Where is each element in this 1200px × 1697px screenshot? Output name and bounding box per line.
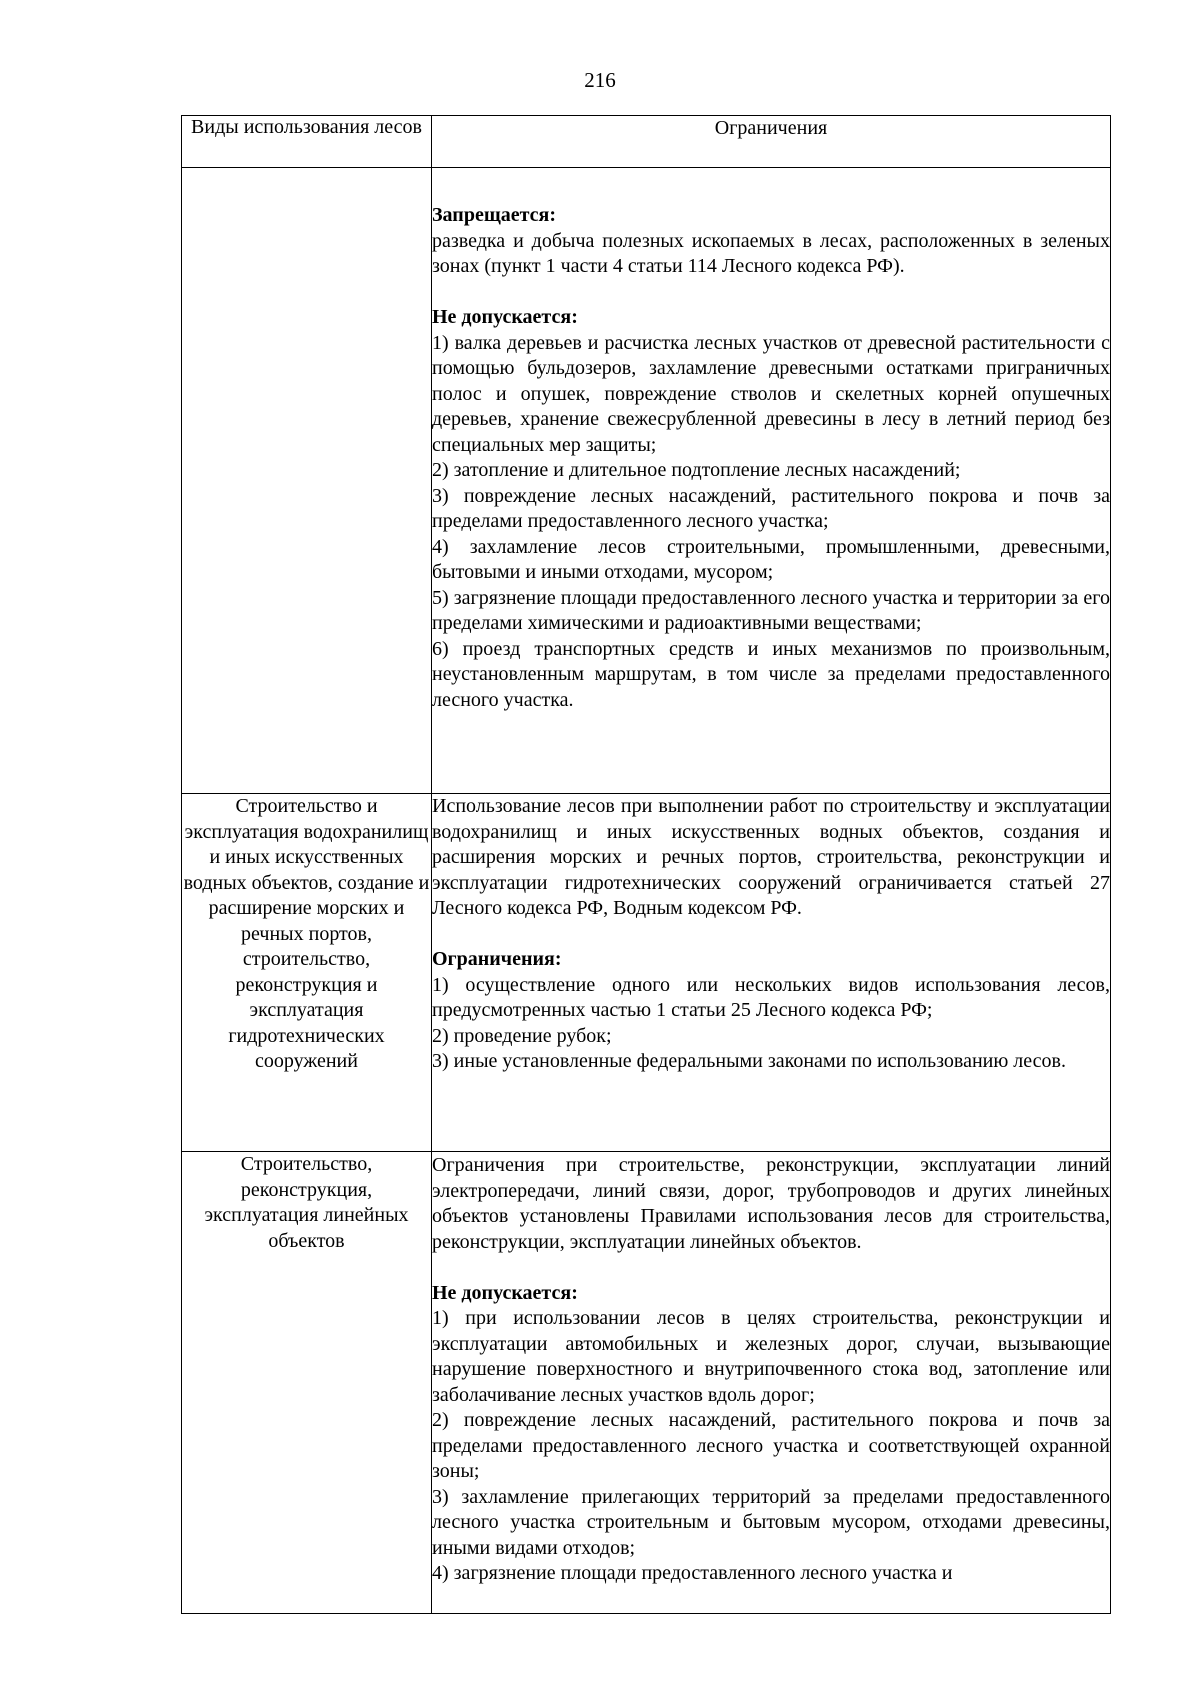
header-use-types: Виды использования лесов <box>182 116 432 168</box>
restriction-item: разведка и добыча полезных ископаемых в лесах, расположенных в зеленых зонах (пункт 1 части 4 статьи 114 Лесного кодекса РФ). <box>432 229 1110 277</box>
restriction-item: 4) загрязнение площади предоставленного лесного участка и <box>432 1562 953 1584</box>
table-row <box>182 794 1111 1152</box>
restriction-item: 4) захламление лесов строительными, промышленными, древесными, бытовыми и иными отходами, мусором; <box>432 535 1110 583</box>
use-type-cell: Строительство и эксплуатация водохранилищ и иных искусственных водных объектов, создание и расширение морских и речных портов, строительство, реконструкция и эксплуатация гидротехнических сооружений <box>182 794 432 1152</box>
table-row <box>182 168 1111 794</box>
restriction-item: 1) при использовании лесов в целях строительства, реконструкции и эксплуатации автомобильных и железных дорог, случаи, вызывающие нарушение поверхностного и внутрипочвенного стока вод, затопление или заболачивание лесных участков вдоль дорог; <box>432 1307 1110 1406</box>
restriction-item: 6) проезд транспортных средств и иных механизмов по произвольным, неустановленным маршрутам, в том числе за пределами предоставленного лесного участка. <box>432 637 1110 711</box>
intro-text: Ограничения при строительстве, реконструкции, эксплуатации линий электропередачи, линий связи, дорог, трубопроводов и других линейных объектов установлены Правилами использования лесов для строительства, реконструкции, эксплуатации линейных объектов. <box>432 1154 1110 1253</box>
restriction-item: 3) захламление прилегающих территорий за пределами предоставленного лесного участка строительным и бытовым мусором, отходами древесины, иными видами отходов; <box>432 1485 1110 1559</box>
restriction-item: 3) повреждение лесных насаждений, растительного покрова и почв за пределами предоставленного лесного участка; <box>432 484 1110 532</box>
restriction-item: 1) валка деревьев и расчистка лесных участков от древесной растительности с помощью бульдозеров, захламление древесными остатками приграничных полос и опушек, повреждение стволов и скелетных корней опушечных деревьев, хранение свежесрубленной древесины в лесу в летний период без специальных мер защиты; <box>432 331 1110 456</box>
table-header-row <box>182 116 1111 168</box>
restrictions-cell <box>432 794 1111 1152</box>
block-heading: Ограничения: <box>432 948 562 970</box>
restrictions-cell <box>432 168 1111 794</box>
restriction-item: 2) затопление и длительное подтопление лесных насаждений; <box>432 459 961 481</box>
restriction-item: 1) осуществление одного или нескольких видов использования лесов, предусмотренных частью 1 статьи 25 Лесного кодекса РФ; <box>432 973 1110 1021</box>
restriction-item: 2) повреждение лесных насаждений, растительного покрова и почв за пределами предоставленного лесного участка и соответствующей охранной зоны; <box>432 1409 1110 1482</box>
restriction-item: 5) загрязнение площади предоставленного лесного участка и территории за его пределами химическими и радиоактивными веществами; <box>432 586 1110 634</box>
use-type-cell <box>182 168 432 794</box>
restrictions-cell <box>432 1152 1111 1614</box>
use-type-cell: Строительство, реконструкция, эксплуатация линейных объектов <box>182 1152 432 1614</box>
restriction-item: 2) проведение рубок; <box>432 1024 612 1047</box>
restriction-item: 3) иные установленные федеральными законами по использованию лесов. <box>432 1050 1066 1072</box>
intro-text: Использование лесов при выполнении работ по строительству и эксплуатации водохранилищ и иных искусственных водных объектов, создания и расширения морских и речных портов, строительства, реконструкции и эксплуатации гидротехнических сооружений ограничивается статьей 27 Лесного кодекса РФ, Водным кодексом РФ. <box>432 795 1110 919</box>
header-restrictions: Ограничения <box>432 116 1111 168</box>
restrictions-table <box>181 115 1111 1614</box>
table-row <box>182 1152 1111 1614</box>
block-heading: Не допускается: <box>432 306 578 328</box>
page-number: 216 <box>584 68 616 92</box>
block-heading: Запрещается: <box>432 204 557 226</box>
block-heading: Не допускается: <box>432 1281 578 1304</box>
